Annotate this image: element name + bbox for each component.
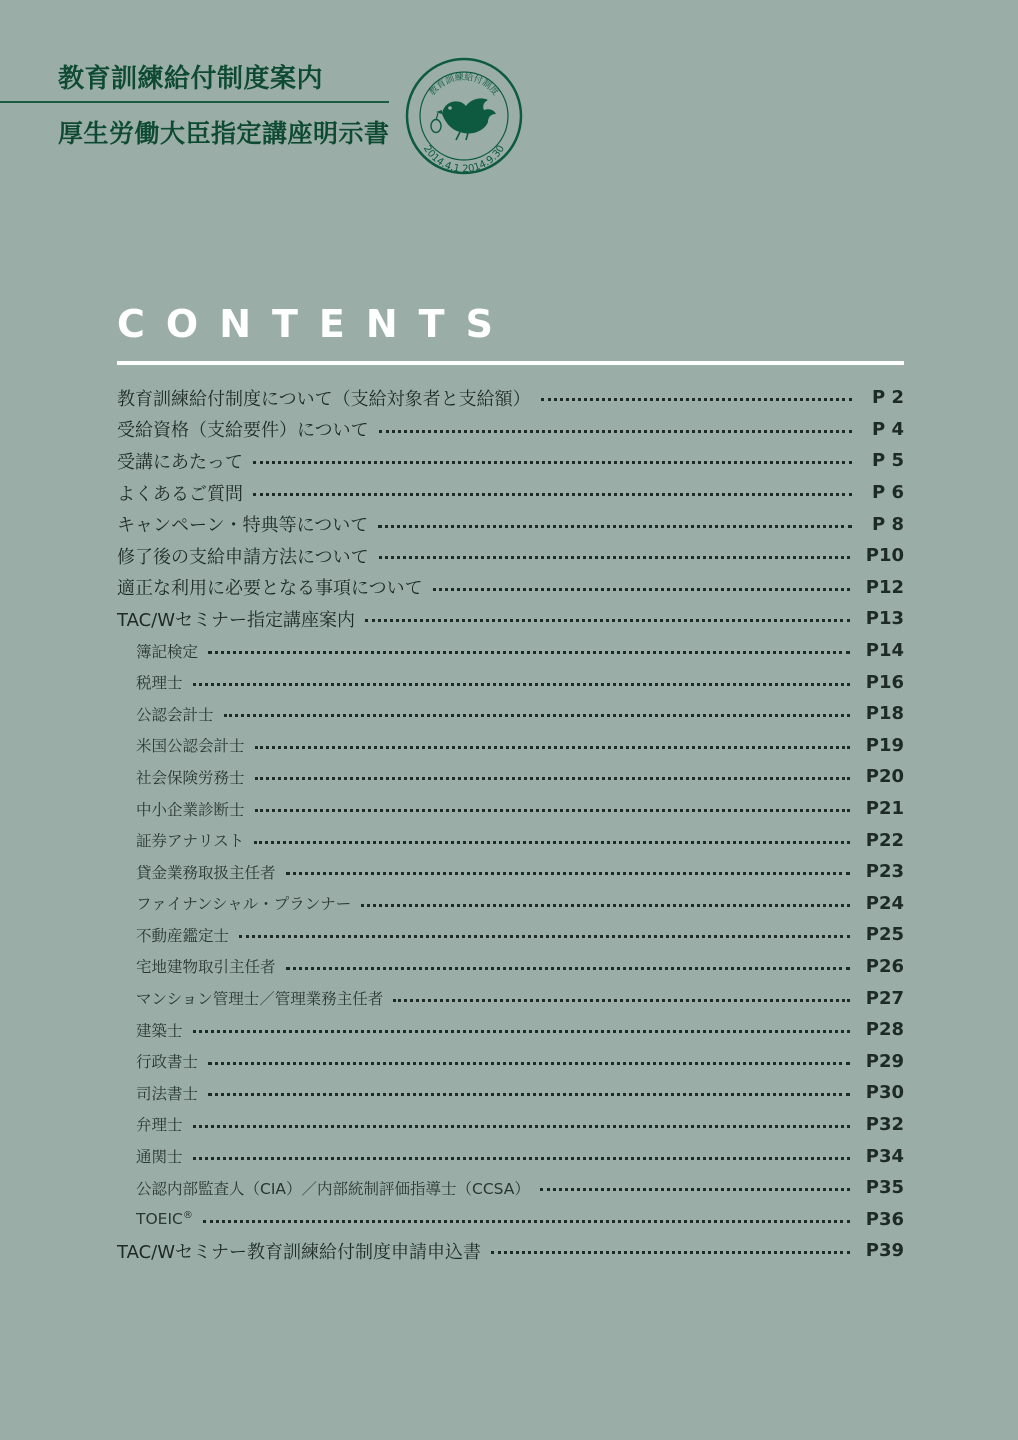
- dot-leader: [393, 999, 849, 1002]
- toc-entry[interactable]: [117, 1235, 904, 1267]
- toc-entry-page: P 5: [872, 450, 904, 472]
- stamp-top-text: 教育訓練給付制度: [427, 72, 501, 98]
- toc-entry[interactable]: [117, 951, 904, 983]
- toc-entry-page: P27: [865, 987, 904, 1009]
- dot-leader: [255, 746, 850, 749]
- toc-entry-page: P25: [865, 924, 904, 946]
- contents-divider: [117, 361, 904, 365]
- toc-entry-page: P 4: [872, 418, 904, 440]
- toc-entry-label: TAC/Wセミナー教育訓練給付制度申請申込書: [117, 1241, 482, 1263]
- toc-entry-page: P12: [865, 576, 904, 598]
- toc-entry-label: 教育訓練給付制度について（支給対象者と支給額）: [117, 388, 531, 410]
- toc-entry-label: ファイナンシャル・プランナー: [136, 895, 352, 914]
- toc-entry-page: P36: [865, 1208, 904, 1230]
- dot-leader: [433, 588, 850, 591]
- dot-leader: [253, 493, 852, 496]
- toc-entry[interactable]: [117, 382, 904, 414]
- toc-entry[interactable]: [117, 793, 904, 825]
- toc-entry-page: P21: [865, 798, 904, 820]
- toc-entry[interactable]: [117, 1140, 904, 1172]
- toc-entry[interactable]: [117, 1014, 904, 1046]
- toc-entry-label: TOEIC®: [136, 1210, 193, 1229]
- dot-leader: [224, 714, 850, 717]
- toc-entry[interactable]: [117, 824, 904, 856]
- toc-entry-page: P39: [865, 1240, 904, 1262]
- toc-entry-label: 受給資格（支給要件）について: [117, 420, 369, 442]
- dot-leader: [379, 556, 850, 559]
- toc-entry[interactable]: [117, 1109, 904, 1141]
- toc-entry[interactable]: [117, 730, 904, 762]
- toc-entry[interactable]: [117, 666, 904, 698]
- period-stamp: [404, 56, 524, 176]
- dot-leader: [193, 1157, 850, 1160]
- toc-entry-page: P16: [865, 671, 904, 693]
- toc-entry-page: P35: [865, 1177, 904, 1199]
- dove-with-bag-icon: [431, 98, 496, 140]
- toc-entry-page: P14: [865, 640, 904, 662]
- toc-entry-label: キャンペーン・特典等について: [117, 515, 369, 537]
- dot-leader: [203, 1220, 850, 1223]
- toc-entry[interactable]: [117, 982, 904, 1014]
- toc-entry-label: 宅地建物取引主任者: [136, 958, 276, 977]
- toc-entry-page: P18: [865, 703, 904, 725]
- toc-entry[interactable]: [117, 856, 904, 888]
- toc-entry[interactable]: [117, 919, 904, 951]
- toc-entry[interactable]: [117, 445, 904, 477]
- toc-entry-label: 適正な利用に必要となる事項について: [117, 578, 423, 600]
- dot-leader: [361, 904, 850, 907]
- toc-entry-label: 簿記検定: [136, 642, 199, 661]
- toc-entry-label: 行政書士: [136, 1053, 199, 1072]
- toc-entry[interactable]: [117, 761, 904, 793]
- dot-leader: [193, 683, 850, 686]
- toc-entry-page: P24: [865, 892, 904, 914]
- toc-entry-page: P10: [865, 545, 904, 567]
- toc-entry[interactable]: [117, 603, 904, 635]
- toc-entry-page: P 6: [872, 482, 904, 504]
- table-of-contents: [117, 382, 904, 1267]
- toc-entry[interactable]: [117, 477, 904, 509]
- contents-heading: CONTENTS: [117, 302, 514, 346]
- toc-entry[interactable]: [117, 698, 904, 730]
- toc-entry[interactable]: [117, 1045, 904, 1077]
- toc-entry-label: 建築士: [136, 1021, 183, 1040]
- dot-leader: [208, 651, 850, 654]
- dot-leader: [379, 430, 852, 433]
- toc-entry[interactable]: [117, 635, 904, 667]
- dot-leader: [193, 1030, 850, 1033]
- toc-entry-label: 公認内部監査人（CIA）／内部統制評価指導士（CCSA）: [136, 1179, 530, 1198]
- toc-entry[interactable]: [117, 888, 904, 920]
- toc-entry-page: P20: [865, 766, 904, 788]
- dot-leader: [491, 1251, 850, 1254]
- toc-entry-page: P13: [865, 608, 904, 630]
- toc-entry-page: P 8: [872, 513, 904, 535]
- toc-entry-page: P34: [865, 1145, 904, 1167]
- dot-leader: [541, 398, 852, 401]
- toc-entry[interactable]: [117, 1203, 904, 1235]
- toc-entry-page: P19: [865, 734, 904, 756]
- toc-entry-label: 受講にあたって: [117, 451, 243, 473]
- dot-leader: [254, 841, 850, 844]
- dot-leader: [540, 1188, 850, 1191]
- toc-entry-label: 米国公認会計士: [136, 737, 245, 756]
- toc-entry-label: 不動産鑑定士: [136, 926, 230, 945]
- toc-entry[interactable]: [117, 1077, 904, 1109]
- dot-leader: [365, 619, 850, 622]
- toc-entry[interactable]: [117, 572, 904, 604]
- dot-leader: [255, 809, 850, 812]
- stamp-bottom-text: 2014.4.1 2014.9.30: [420, 143, 508, 176]
- toc-entry-label: マンション管理士／管理業務主任者: [136, 990, 384, 1009]
- toc-entry-label: 貸金業務取扱主任者: [136, 863, 276, 882]
- toc-entry-page: P28: [865, 1019, 904, 1041]
- header-divider: [0, 101, 389, 103]
- dot-leader: [286, 967, 850, 970]
- toc-entry-page: P32: [865, 1113, 904, 1135]
- title-line-1: 教育訓練給付制度案内: [58, 64, 324, 94]
- toc-entry-label: 税理士: [136, 674, 183, 693]
- dot-leader: [286, 872, 850, 875]
- dot-leader: [255, 777, 850, 780]
- toc-entry[interactable]: [117, 540, 904, 572]
- toc-entry-label: 中小企業診断士: [136, 800, 245, 819]
- toc-entry-label: TAC/Wセミナー指定講座案内: [117, 609, 356, 631]
- toc-entry-page: P22: [865, 829, 904, 851]
- dot-leader: [193, 1125, 850, 1128]
- toc-entry-page: P 2: [872, 387, 904, 409]
- toc-entry-label: 通関士: [136, 1148, 183, 1167]
- dot-leader: [378, 525, 852, 528]
- toc-entry-label: 公認会計士: [136, 705, 214, 724]
- toc-entry-page: P30: [865, 1082, 904, 1104]
- toc-entry-label: よくあるご質問: [117, 483, 243, 505]
- toc-entry-page: P29: [865, 1050, 904, 1072]
- dot-leader: [208, 1093, 850, 1096]
- toc-entry-label: 社会保険労務士: [136, 768, 245, 787]
- toc-entry-label: 司法書士: [136, 1084, 199, 1103]
- toc-entry-page: P26: [865, 955, 904, 977]
- toc-entry[interactable]: [117, 414, 904, 446]
- dot-leader: [253, 461, 852, 464]
- title-line-2: 厚生労働大臣指定講座明示書: [58, 119, 390, 148]
- toc-entry-label: 弁理士: [136, 1116, 183, 1135]
- toc-entry[interactable]: [117, 508, 904, 540]
- dot-leader: [208, 1062, 850, 1065]
- toc-entry[interactable]: [117, 1172, 904, 1204]
- toc-entry-label: 修了後の支給申請方法について: [117, 546, 369, 568]
- dot-leader: [239, 935, 850, 938]
- toc-entry-page: P23: [865, 861, 904, 883]
- toc-entry-label: 証券アナリスト: [136, 832, 245, 851]
